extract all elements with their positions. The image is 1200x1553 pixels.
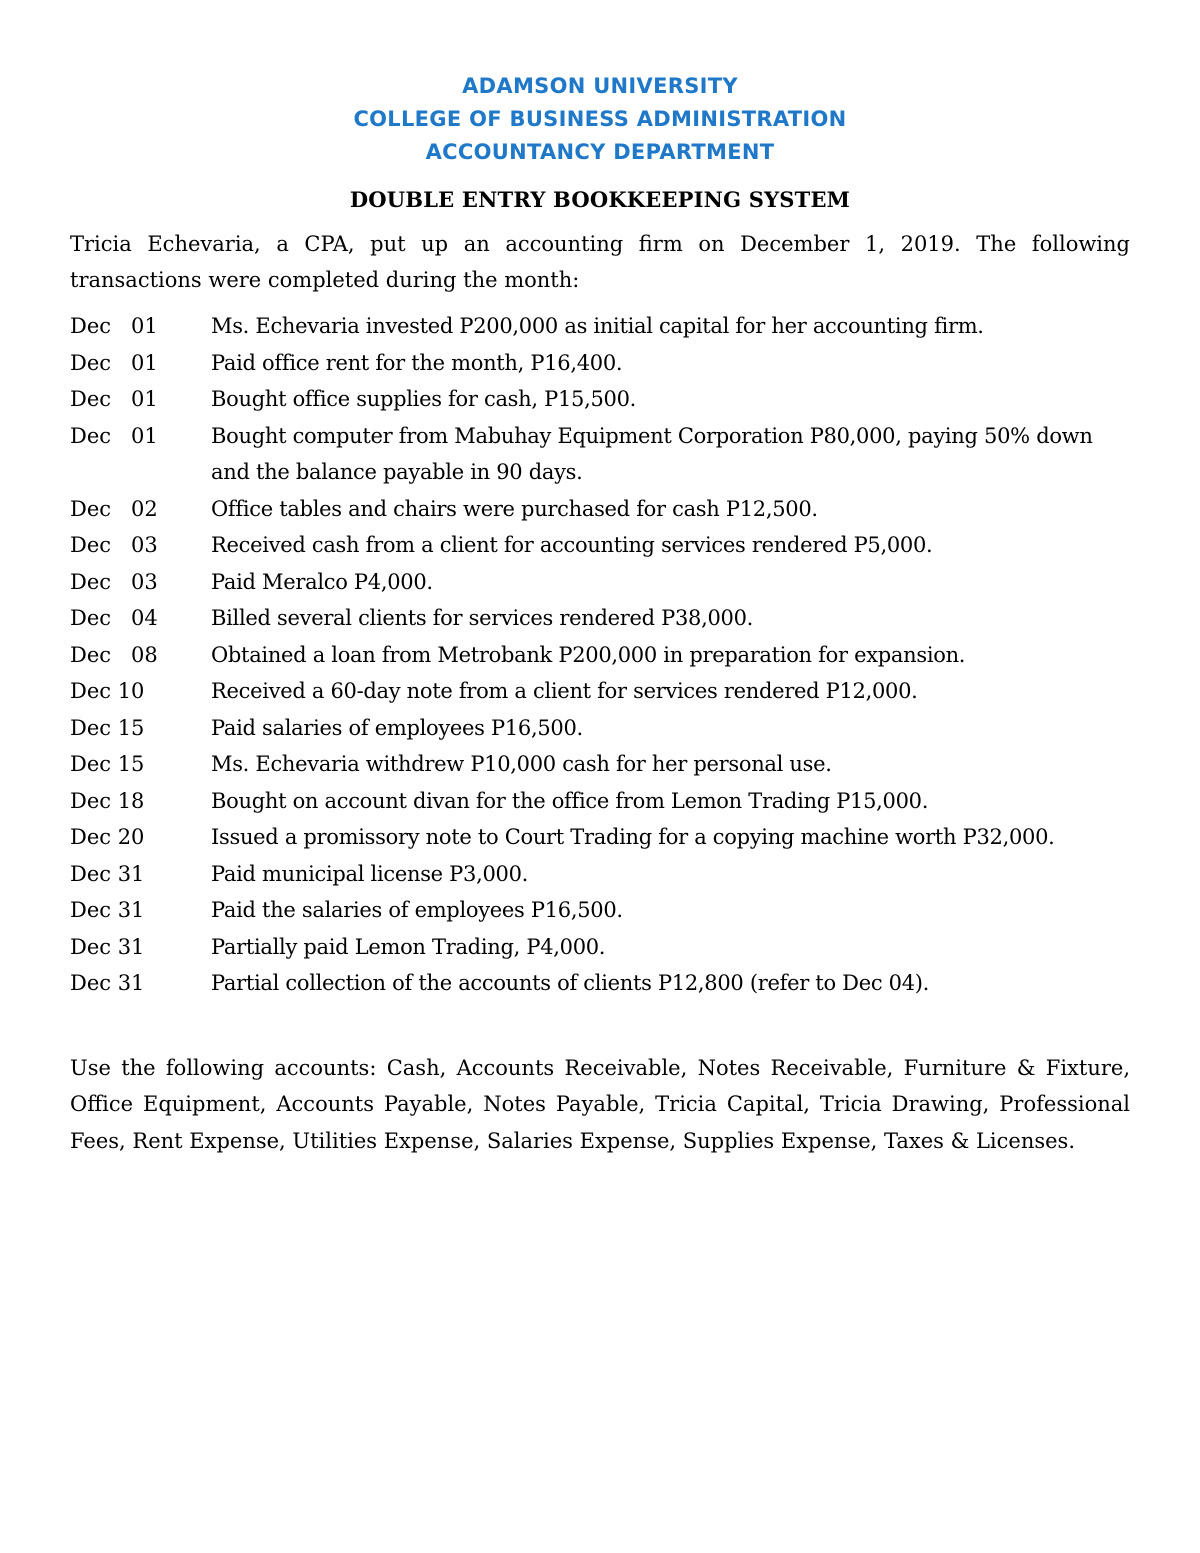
transaction-description: Obtained a loan from Metrobank P200,000 in preparation for expansion. bbox=[211, 642, 966, 667]
transaction-description: Bought computer from Mabuhay Equipment Corporation P80,000, paying 50% down and the balance payable in 90 days. bbox=[211, 423, 1093, 484]
transaction-date: Dec 02 bbox=[70, 496, 158, 521]
transaction-description: Received cash from a client for accounting services rendered P5,000. bbox=[211, 533, 933, 557]
transaction-row bbox=[70, 308, 1130, 345]
transaction-description: Ms. Echevaria withdrew P10,000 cash for her personal use. bbox=[211, 752, 832, 776]
transaction-date: Dec 20 bbox=[70, 825, 145, 849]
transaction-date: Dec 31 bbox=[70, 934, 145, 959]
transaction-row bbox=[70, 418, 1130, 491]
transaction-row bbox=[70, 491, 1130, 528]
transaction-row bbox=[70, 856, 1130, 893]
transaction-row bbox=[70, 710, 1130, 747]
transaction-description: Paid office rent for the month, P16,400. bbox=[211, 350, 623, 375]
transaction-row bbox=[70, 527, 1130, 564]
transaction-date: Dec 31 bbox=[70, 861, 145, 886]
transaction-row bbox=[70, 673, 1130, 710]
transaction-date: Dec 01 bbox=[70, 423, 158, 448]
transaction-description: Paid Meralco P4,000. bbox=[211, 569, 433, 594]
transaction-row bbox=[70, 892, 1130, 929]
transaction-description: Paid municipal license P3,000. bbox=[211, 861, 529, 886]
transaction-date: Dec 10 bbox=[70, 679, 145, 703]
transaction-date: Dec 15 bbox=[70, 715, 145, 740]
transaction-row bbox=[70, 564, 1130, 601]
transaction-row bbox=[70, 965, 1130, 1002]
transaction-description: Issued a promissory note to Court Trading for a copying machine worth P32,000. bbox=[211, 825, 1055, 849]
transaction-description: Paid the salaries of employees P16,500. bbox=[211, 898, 623, 922]
transaction-date: Dec 01 bbox=[70, 350, 158, 375]
transaction-row bbox=[70, 819, 1130, 856]
transaction-date: Dec 03 bbox=[70, 569, 158, 594]
transaction-row bbox=[70, 637, 1130, 674]
transaction-description: Paid salaries of employees P16,500. bbox=[211, 715, 583, 740]
transaction-date: Dec 15 bbox=[70, 752, 145, 776]
transaction-description: Bought on account divan for the office from Lemon Trading P15,000. bbox=[211, 788, 929, 813]
instructions-paragraph: Use the following accounts: Cash, Accounts Receivable, Notes Receivable, Furniture & Fixture, Office Equipment, Accounts Payable, Notes Payable, Tricia Capital, Tricia Drawing, Professional Fees, Rent Expense, Utilities Expense, Salaries Expense, Supplies Expense, Taxes & Licenses. bbox=[70, 1055, 1130, 1153]
transaction-date: Dec 08 bbox=[70, 642, 158, 667]
transaction-date: Dec 31 bbox=[70, 898, 145, 922]
intro-paragraph: Tricia Echevaria, a CPA, put up an accounting firm on December 1, 2019. The following transactions were completed during the month: bbox=[70, 232, 1130, 292]
transaction-description: Bought office supplies for cash, P15,500. bbox=[211, 387, 636, 411]
transaction-date: Dec 03 bbox=[70, 533, 158, 557]
transaction-date: Dec 18 bbox=[70, 788, 145, 813]
transaction-row bbox=[70, 345, 1130, 382]
transaction-date: Dec 01 bbox=[70, 387, 158, 411]
transaction-description: Partially paid Lemon Trading, P4,000. bbox=[211, 934, 606, 959]
transaction-description: Billed several clients for services rendered P38,000. bbox=[211, 606, 754, 630]
department-name: ACCOUNTANCY DEPARTMENT bbox=[425, 140, 775, 164]
transaction-row bbox=[70, 783, 1130, 820]
university-name: ADAMSON UNIVERSITY bbox=[462, 74, 738, 98]
document-page bbox=[70, 70, 1130, 1159]
transaction-row bbox=[70, 746, 1130, 783]
transaction-description: Partial collection of the accounts of clients P12,800 (refer to Dec 04). bbox=[211, 971, 930, 995]
transaction-description: Office tables and chairs were purchased for cash P12,500. bbox=[211, 496, 818, 521]
transaction-date: Dec 01 bbox=[70, 314, 158, 338]
transaction-list bbox=[70, 308, 1130, 1002]
transaction-description: Received a 60-day note from a client for services rendered P12,000. bbox=[211, 679, 918, 703]
transaction-date: Dec 04 bbox=[70, 606, 158, 630]
transaction-date: Dec 31 bbox=[70, 971, 145, 995]
transaction-row bbox=[70, 381, 1130, 418]
transaction-row bbox=[70, 929, 1130, 966]
document-header bbox=[70, 70, 1130, 169]
transaction-description: Ms. Echevaria invested P200,000 as initial capital for her accounting firm. bbox=[211, 314, 984, 338]
college-name: COLLEGE OF BUSINESS ADMINISTRATION bbox=[353, 107, 847, 131]
transaction-row bbox=[70, 600, 1130, 637]
document-title: DOUBLE ENTRY BOOKKEEPING SYSTEM bbox=[349, 187, 851, 212]
